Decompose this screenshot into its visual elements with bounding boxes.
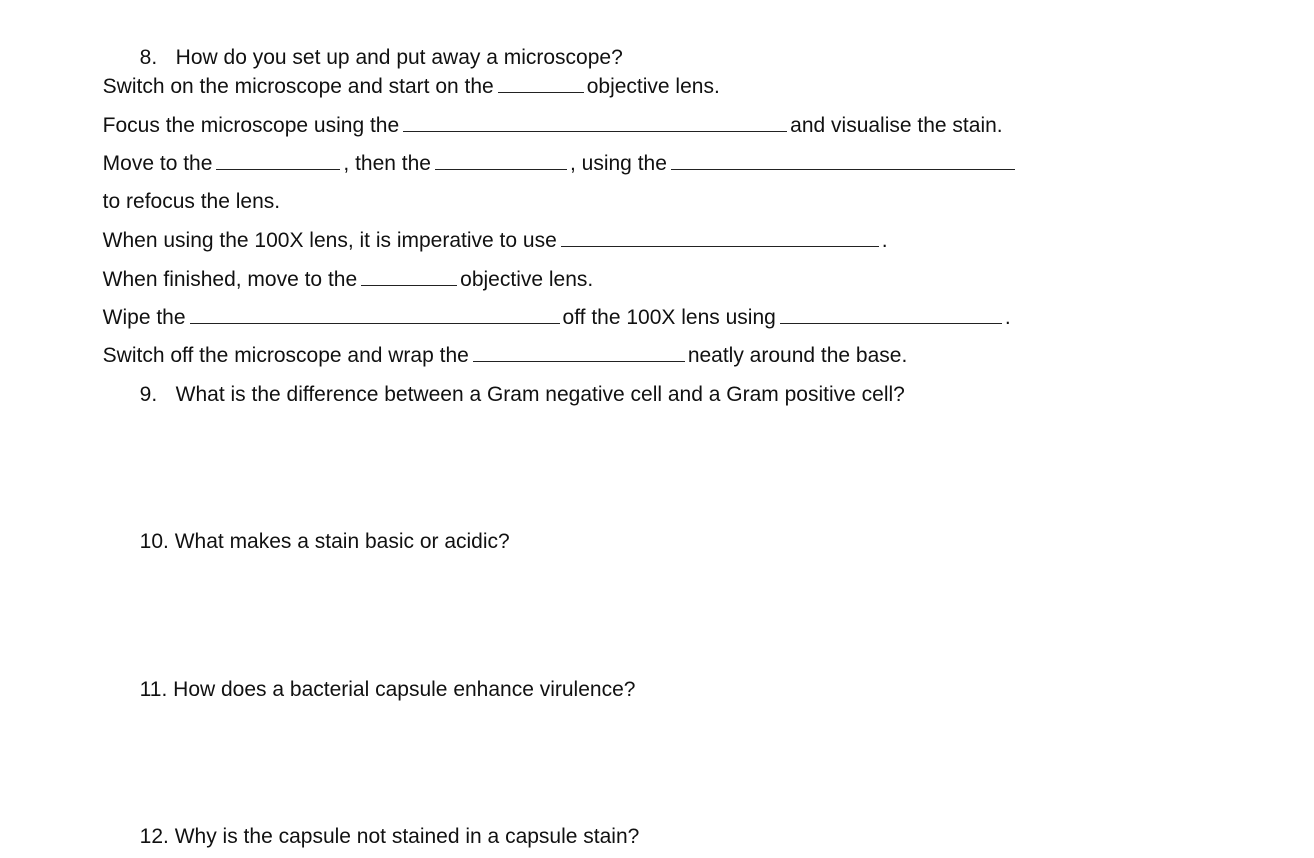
question-text: What makes a stain basic or acidic?	[174, 530, 510, 553]
line-text: When finished, move to the	[102, 268, 358, 291]
question-text: How does a bacterial capsule enhance virulence?	[173, 678, 636, 701]
question-text: How do you set up and put away a microscope?	[175, 46, 623, 69]
answer-blank[interactable]	[671, 151, 1015, 170]
line-text: objective lens.	[460, 268, 594, 291]
line-text: Switch off the microscope and wrap the	[102, 344, 469, 367]
question-number: 10.	[139, 530, 169, 553]
question-number: 8.	[139, 46, 158, 69]
line-text: and visualise the stain.	[790, 114, 1003, 137]
line-text: , then the	[343, 152, 431, 175]
line-text: Move to the	[102, 152, 213, 175]
question-10	[128, 503, 510, 555]
answer-blank[interactable]	[561, 228, 879, 247]
line-text: neatly around the base.	[687, 344, 908, 367]
line-text: When using the 100X lens, it is imperative to use	[102, 229, 557, 252]
line-text: .	[881, 229, 888, 252]
question-12	[128, 798, 639, 850]
line-text: off the 100X lens using	[562, 306, 776, 329]
question-text: What is the difference between a Gram negative cell and a Gram positive cell?	[175, 383, 905, 406]
line-text: Wipe the	[102, 306, 186, 329]
question-9	[128, 356, 905, 408]
line-text: , using the	[569, 152, 667, 175]
line-text: .	[1004, 306, 1011, 329]
question-number: 12.	[139, 825, 169, 848]
line-text: objective lens.	[586, 75, 720, 98]
line-text: Switch on the microscope and start on the	[102, 75, 494, 98]
question-text: Why is the capsule not stained in a capsule stain?	[174, 825, 640, 848]
answer-blank[interactable]	[435, 151, 567, 170]
line-text: Focus the microscope using the	[102, 114, 400, 137]
line-text: to refocus the lens.	[102, 190, 281, 213]
question-number: 9.	[139, 383, 158, 406]
question-11	[128, 651, 635, 703]
question-number: 11.	[139, 678, 168, 701]
